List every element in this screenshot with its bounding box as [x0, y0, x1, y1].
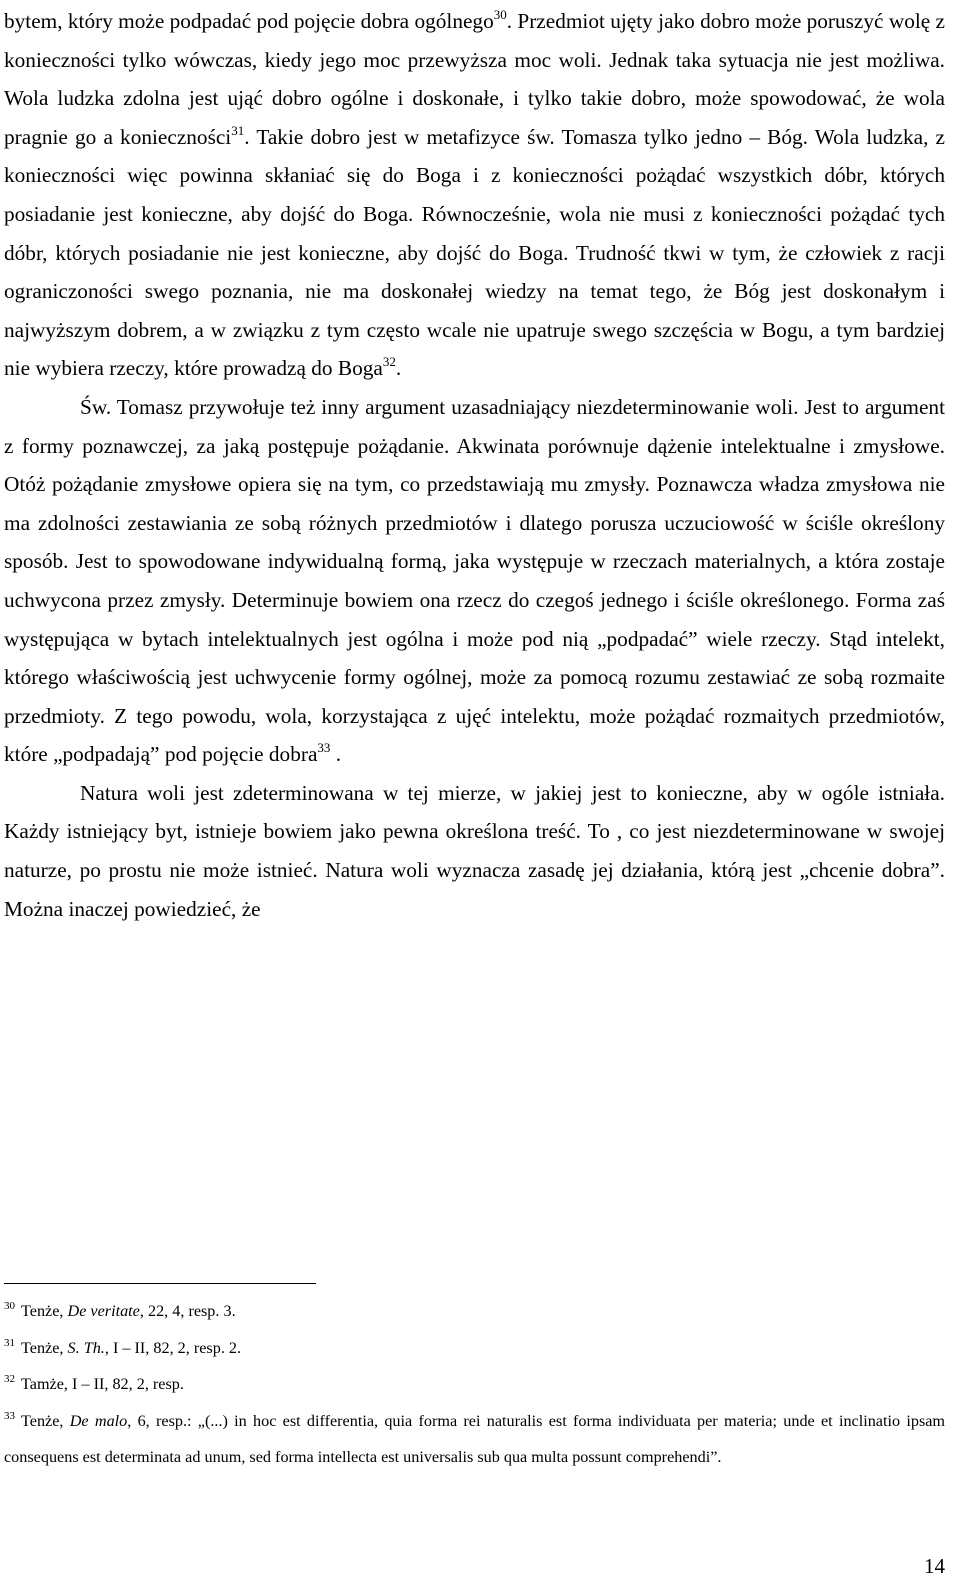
footnote	[4, 1403, 945, 1476]
text-run: Tenże,	[21, 1411, 70, 1430]
footnote	[4, 1293, 945, 1330]
footnote-number: 31	[4, 1336, 15, 1349]
text-run: , 22, 4, resp. 3.	[139, 1302, 236, 1320]
text-run: .	[330, 742, 342, 767]
text-run: Tenże,	[21, 1302, 68, 1320]
footnote	[4, 1366, 945, 1403]
page-number: 14	[924, 1554, 945, 1578]
text-run: Natura woli jest zdeterminowana w tej mierze, w jakiej jest to konieczne, aby w ogóle istniała. Każdy istniejący byt, istnieje bowiem jako pewna określona treść. To , co jest niezdeterminowane w swojej naturze, po prostu nie może istnieć. Natura woli wyznacza zasadę jej działania, którą jest „chcenie dobra”. Można inaczej powiedzieć, że	[4, 780, 945, 921]
text-run: Św. Tomasz przywołuje też inny argument uzasadniający niezdeterminowanie woli. Jest to argument z formy poznawczej, za jaką postępuje pożądanie. Akwinata porównuje dążenie intelektualne i zmysłowe. Otóż pożądanie zmysłowe opiera się na tym, co przedstawiają mu zmysły. Poznawcza władza zmysłowa nie ma zdolności zestawiania ze sobą różnych przedmiotów i dlatego porusza uczuciowość w ściśle określony sposób. Jest to spowodowane indywidualną formą, jaka występuje w rzeczach materialnych, a która zostaje uchwycona przez zmysły. Determinuje bowiem ona rzecz do czegoś jednego i ściśle określonego. Forma zaś występująca w bytach intelektualnych jest ogólna i może pod nią „podpadać” wiele rzeczy. Stąd intelekt, którego właściwością jest uchwycenie formy ogólnej, może za pomocą rozumu zestawiać ze sobą rozmaite przedmioty. Z tego powodu, wola, korzystająca z ujęć intelektu, może pożądać rozmaitych przedmiotów, które „podpadają” pod pojęcie dobra	[4, 394, 945, 767]
footnote-number: 33	[4, 1409, 15, 1422]
text-run: .	[395, 356, 402, 381]
footnote-reference: 33	[317, 740, 331, 756]
paragraph	[4, 2, 945, 388]
text-run: Tenże,	[21, 1338, 68, 1357]
footnote	[4, 1330, 945, 1367]
text-run: Tamże, I – II, 82, 2, resp.	[21, 1375, 184, 1393]
footnote-reference: 32	[382, 354, 396, 370]
footnotes	[4, 1293, 945, 1476]
footnote-reference: 30	[493, 7, 507, 22]
paragraph	[4, 388, 945, 774]
footnote-reference: 31	[231, 122, 245, 138]
text-run: bytem, który może podpadać pod pojęcie dobra ogólnego	[4, 9, 494, 33]
footnote-number: 30	[4, 1300, 15, 1312]
body-text	[4, 2, 945, 928]
italic-title: De veritate	[67, 1302, 140, 1320]
footnote-separator	[4, 1283, 316, 1284]
footnote-number: 32	[4, 1373, 15, 1385]
text-run: . Przedmiot ujęty jako dobro może poruszyć wolę z konieczności tylko wówczas, kiedy jego moc przewyższa moc woli. Jednak taka sytuacja nie jest możliwa. Wola ludzka zdolna jest ująć dobro ogólne i doskonałe, i tylko takie dobro, może spowodować, że wola pragnie go a konieczności	[4, 9, 945, 149]
paragraph	[4, 774, 945, 928]
italic-title: De malo	[69, 1411, 128, 1430]
italic-title: S. Th.	[67, 1338, 105, 1357]
text-run: , I – II, 82, 2, resp. 2.	[104, 1338, 242, 1357]
text-run: . Takie dobro jest w metafizyce św. Tomasza tylko jedno – Bóg. Wola ludzka, z konieczności więc powinna skłaniać się do Boga i z konieczności pożądać wszystkich dóbr, których posiadanie jest konieczne, aby dojść do Boga. Równocześnie, wola nie musi z konieczności pożądać tych dóbr, których posiadanie nie jest konieczne, aby dojść do Boga. Trudność tkwi w tym, że człowiek z racji ograniczoności swego poznania, nie ma doskonałej wiedzy na temat tego, że Bóg jest doskonałym i najwyższym dobrem, a w związku z tym często wcale nie upatruje swego szczęścia w Bogu, a tym bardziej nie wybiera rzeczy, które prowadzą do Boga	[4, 124, 945, 381]
text-run: , 6, resp.: „(...) in hoc est differentia, quia forma rei naturalis est forma individuata per materia; unde et inclinatio ipsam consequens est determinata ad unum, sed forma intellecta est universalis sub qua multa possunt comprehendi”.	[4, 1411, 946, 1466]
